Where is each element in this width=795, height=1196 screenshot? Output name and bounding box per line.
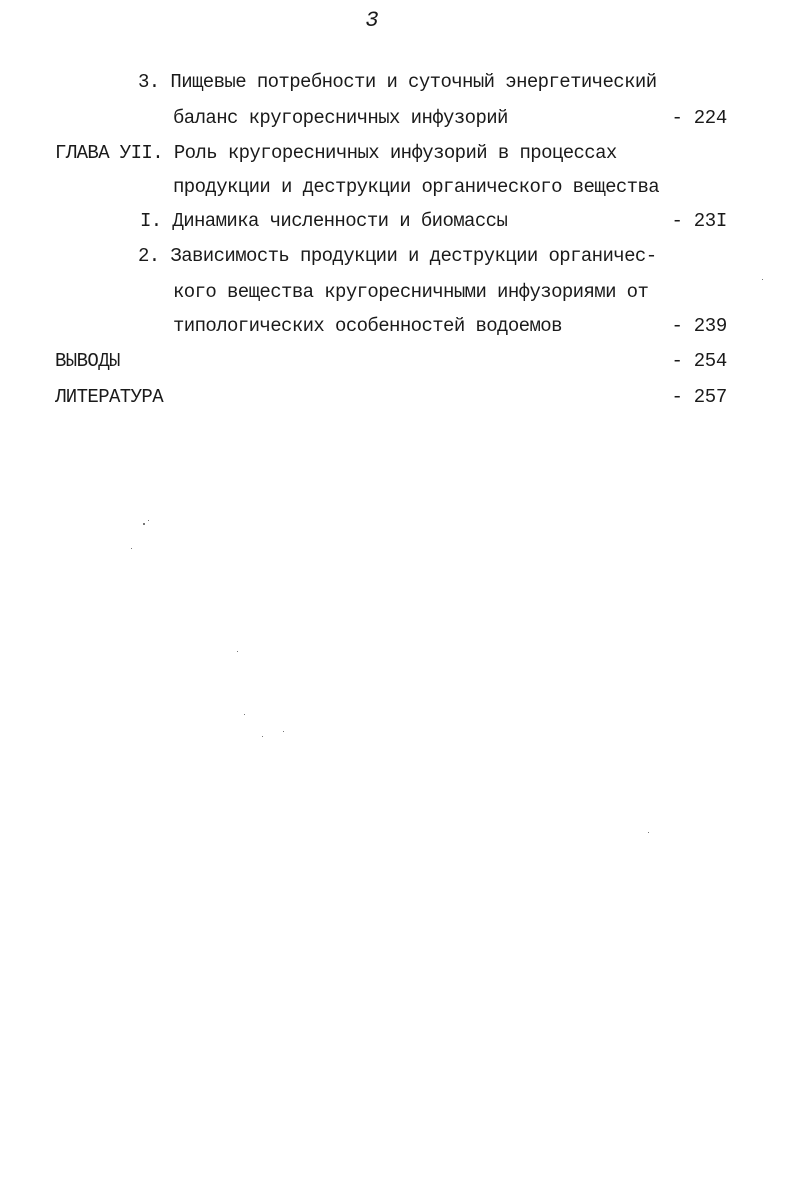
scan-speck bbox=[143, 523, 145, 525]
scan-speck bbox=[262, 736, 263, 737]
scan-speck bbox=[244, 714, 245, 715]
toc-section-3-page: - 224 bbox=[671, 107, 727, 129]
toc-chapter-7-section-2-title-line-2: кого вещества кругоресничными инфузориями от bbox=[173, 281, 649, 303]
toc-chapter-7-section-1-page: - 23I bbox=[671, 210, 727, 232]
toc-section-3-title-line-1: 3. Пищевые потребности и суточный энергетический bbox=[138, 71, 657, 93]
toc-chapter-7-title-line-2: продукции и деструкции органического вещества bbox=[173, 176, 660, 198]
toc-chapter-7-title-line-1: ГЛАВА УII. Роль кругоресничных инфузорий в процессах bbox=[55, 142, 617, 164]
scan-speck bbox=[131, 548, 132, 549]
toc-literature-page: - 257 bbox=[671, 386, 727, 408]
toc-literature-title: ЛИТЕРАТУРА bbox=[55, 386, 164, 408]
toc-chapter-7-section-2-page: - 239 bbox=[671, 315, 727, 337]
page-number: 3 bbox=[365, 8, 379, 33]
toc-section-3-title-line-2: баланс кругоресничных инфузорий bbox=[173, 107, 508, 129]
toc-conclusions-page: - 254 bbox=[671, 350, 727, 372]
toc-conclusions-title: ВЫВОДЫ bbox=[55, 350, 120, 372]
toc-chapter-7-section-2-title-line-3: типологических особенностей водоемов bbox=[173, 315, 562, 337]
scan-speck bbox=[762, 279, 763, 280]
toc-chapter-7-section-2-title-line-1: 2. Зависимость продукции и деструкции органичес- bbox=[138, 245, 657, 267]
scan-speck bbox=[283, 731, 284, 732]
scan-speck bbox=[648, 832, 649, 833]
scan-speck bbox=[237, 651, 238, 652]
toc-chapter-7-section-1-title: I. Динамика численности и биомассы bbox=[140, 210, 508, 232]
scan-speck bbox=[148, 520, 149, 521]
